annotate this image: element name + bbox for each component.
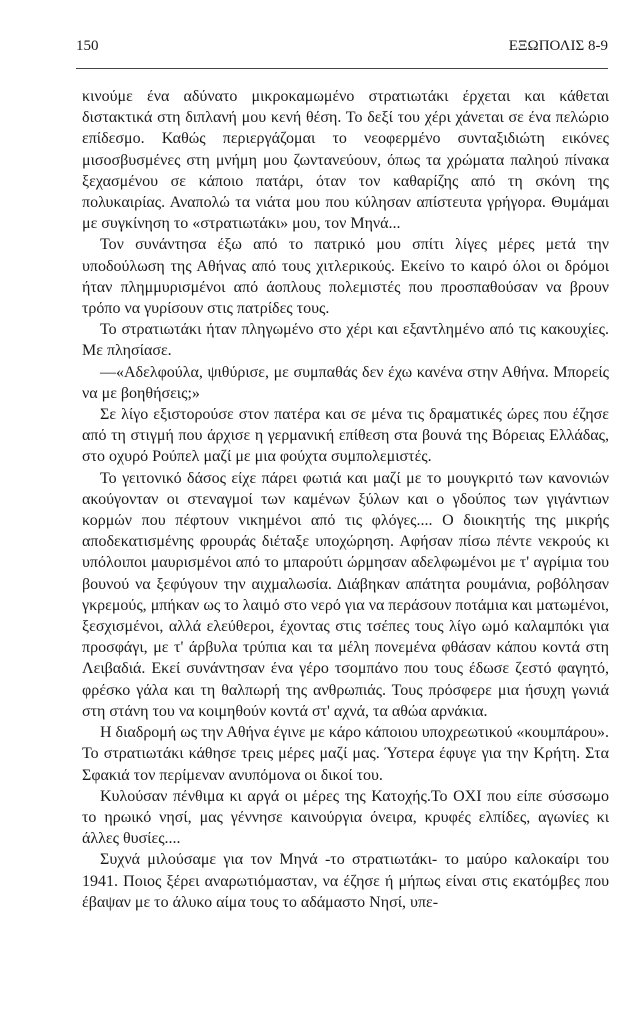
paragraph: Συχνά μιλούσαμε για τον Μηνά -το στρατιωτάκι- το μαύρο καλοκαίρι του 1941. Ποιος ξέρει αναρωτιόμασταν, να έζησε ή μήπως είναι στις εκατόμβες που έβαψαν με το άλυκο αίμα τους το αδάμαστο Νησί, υπε- (82, 851, 609, 911)
paragraph: Κυλούσαν πένθιμα κι αργά οι μέρες της Κατοχής.Το ΟΧΙ που είπε σύσσωμο το ηρωικό νησί, μας γέννησε καινούργια όνειρα, κρυφές ελπίδες, αγωνίες κι άλλες θυσίες.... (82, 787, 609, 848)
paragraph: Τον συνάντησα έξω από το πατρικό μου σπίτι λίγες μέρες μετά την υποδούλωση της Αθήνας από τους χιτλερικούς. Εκείνο το καιρό όλοι οι δρόμοι ήταν πλημμυρισμένοι από άοπλους πολεμιστές που προσπαθούσαν να βρουν τρόπο να γυρίσουν στις πατρίδες τους. (82, 236, 609, 318)
paragraph: Σε λίγο εξιστορούσε στον πατέρα και σε μένα τις δραματικές ώρες που έζησε από τη στιγμή που άρχισε η γερμανική επίθεση στα βουνά της Βόρειας Ελλάδας, στο οχυρό Ρούπελ μαζί με μια φούχτα συμπολεμιστές. (82, 406, 609, 466)
paragraph: Το στρατιωτάκι ήταν πληγωμένο στο χέρι και εξαντλημένο από τις κακουχίες. Με πλησίασε. (82, 321, 609, 360)
paragraph: Η διαδρομή ως την Αθήνα έγινε με κάρο κάποιου υποχρεωτικού «κουμπάρου». Το στρατιωτάκι κάθησε τρεις μέρες μαζί μας. Ύστερα έφυγε για την Κρήτη. Στα Σφακιά τον περίμεναν ανυπόμονα οι δικοί του. (82, 724, 609, 784)
paragraph: Το γειτονικό δάσος είχε πάρει φωτιά και μαζί με το μουγκριτό των κανονιών ακούγονταν οι στεναγμοί των καμένων ξύλων και ο γδούπος των γιγάντιων κορμών που πέφτουν νικημένοι από τις φλόγες.... Ο διοικητής της μικρής αποδεκατισμένης φρουράς διέταξε υποχώρηση. Αφήσαν πίσω πέντε νεκρούς κι υπόλοιποι μαυρισμένοι από το μπαρούτι ώρμησαν αδελφωμένοι με τ' αγρίμια του βουνού να ξεφύγουν την αιχμαλωσία. Διάβηκαν απάτητα ρουμάνια, ροβόλησαν γκρεμούς, μπήκαν ως το λαιμό στο νερό για να περάσουν ποτάμια και ματωμένοι, ξεσχισμένοι, αλλά ελεύθεροι, έχοντας στις τσέπες τους λίγο ωμό καλαμπόκι για προσφάγι, με τ' άρβυλα τρύπια και τα μέλη πονεμένα φθάσαν κάπου κοντά στη Λειβαδιά. Εκεί συνάντησαν ένα γέρο τσομπάνο που τους έδωσε ζεστό φαγητό, φρέσκο γάλα και τη θαλπωρή της ανθρωπιάς. Τους πρόσφερε μια ήσυχη γωνιά στη στάνη του να κοιμηθούν κοντά στ' αχνά, τα αθώα αρνάκια. (82, 469, 609, 720)
paragraph: —«Αδελφούλα, ψιθύρισε, με συμπαθάς δεν έχω κανένα στην Αθήνα. Μπορείς να με βοηθήσεις;» (82, 363, 609, 402)
paragraph: κινούμε ένα αδύνατο μικροκαμωμένο στρατιωτάκι έρχεται και κάθεται διστακτικά στη διπλανή μου κενή θέση. Το δεξί του χέρι χάνεται σε ένα πελώριο επίδεσμο. Καθώς περιεργάζομαι το νεοφερμένο συνταξιδιώτη εικόνες μισοσβυσμένες στη μνήμη μου ζωντανεύουν, όπως τα χρώματα παληού πίνακα ξεχασμένου σε κάποιο πατάρι, όταν τον καθαρίζης από τη σκόνη της πολυκαιρίας. Αναπολώ τα νιάτα μου που κύλησαν απίστευτα γρήγορα. Θυμάμαι με συγκίνηση το «στρατιωτάκι» μου, τον Μηνά... (82, 88, 609, 233)
text-body (82, 86, 609, 913)
page-header (76, 38, 608, 55)
header-rule (76, 68, 608, 69)
page-number: 150 (76, 38, 99, 54)
running-title: ΕΞΩΠΟΛΙΣ 8-9 (508, 38, 608, 54)
